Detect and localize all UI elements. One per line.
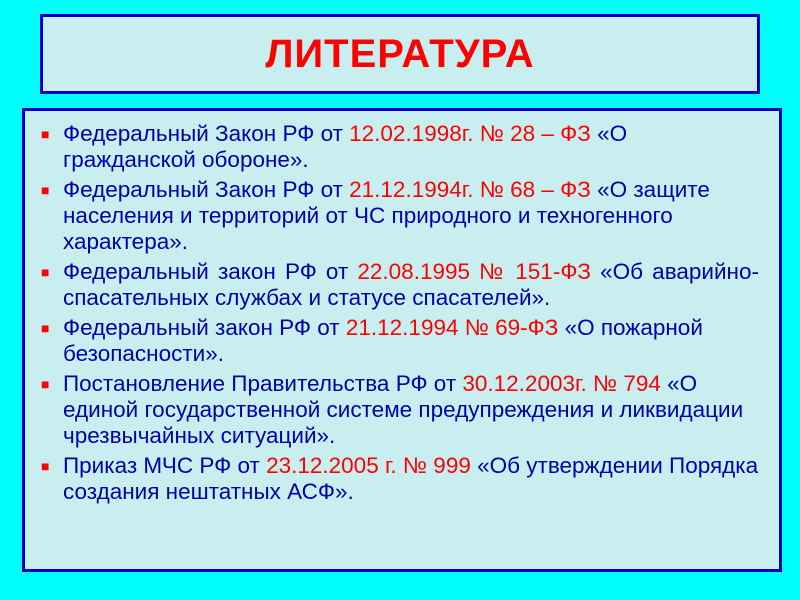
title-panel <box>40 14 760 94</box>
item-highlight: 30.12.2003г. № 794 <box>462 371 661 396</box>
list-item <box>39 177 759 255</box>
references-list <box>39 121 759 505</box>
item-highlight: 12.02.1998г. № 28 – ФЗ <box>349 121 591 146</box>
item-highlight: 23.12.2005 г. № 999 <box>266 453 471 478</box>
item-text: Федеральный Закон РФ от <box>63 177 350 202</box>
list-item <box>39 315 759 367</box>
item-highlight: 22.08.1995 № 151-ФЗ <box>357 259 592 284</box>
item-text: Федеральный Закон РФ от <box>63 121 350 146</box>
item-highlight: 21.12.1994г. № 68 – ФЗ <box>349 177 591 202</box>
item-text: «О пожарной безопасности». <box>63 315 703 366</box>
list-item <box>39 453 759 505</box>
square-bullet-icon: ■ <box>41 264 50 280</box>
square-bullet-icon: ■ <box>41 126 50 142</box>
item-highlight: 21.12.1994 № 69-ФЗ <box>345 315 559 340</box>
item-text: Федеральный закон РФ от <box>63 259 358 284</box>
item-text: «О гражданской обороне». <box>63 121 628 172</box>
list-item <box>39 371 759 449</box>
item-text: «О защите населения и территорий от ЧС природного и техногенного характера». <box>63 177 710 254</box>
page-title: ЛИТЕРАТУРА <box>265 31 535 76</box>
square-bullet-icon: ■ <box>41 320 50 336</box>
item-text: Федеральный закон РФ от <box>63 315 346 340</box>
list-item <box>39 121 759 173</box>
square-bullet-icon: ■ <box>41 376 50 392</box>
square-bullet-icon: ■ <box>41 182 50 198</box>
item-text: Приказ МЧС РФ от <box>63 453 267 478</box>
item-text: «О единой государственной системе предупреждения и ликвидации чрезвычайных ситуаций». <box>63 371 744 448</box>
square-bullet-icon: ■ <box>41 458 50 474</box>
list-item <box>39 259 759 311</box>
item-text: «Об аварийно-спасательных службах и статусе спасателей». <box>63 259 759 310</box>
item-text: «Об утверждении Порядка создания нештатных АСФ». <box>63 453 759 504</box>
references-panel <box>22 108 782 572</box>
item-text: Постановление Правительства РФ от <box>63 371 463 396</box>
